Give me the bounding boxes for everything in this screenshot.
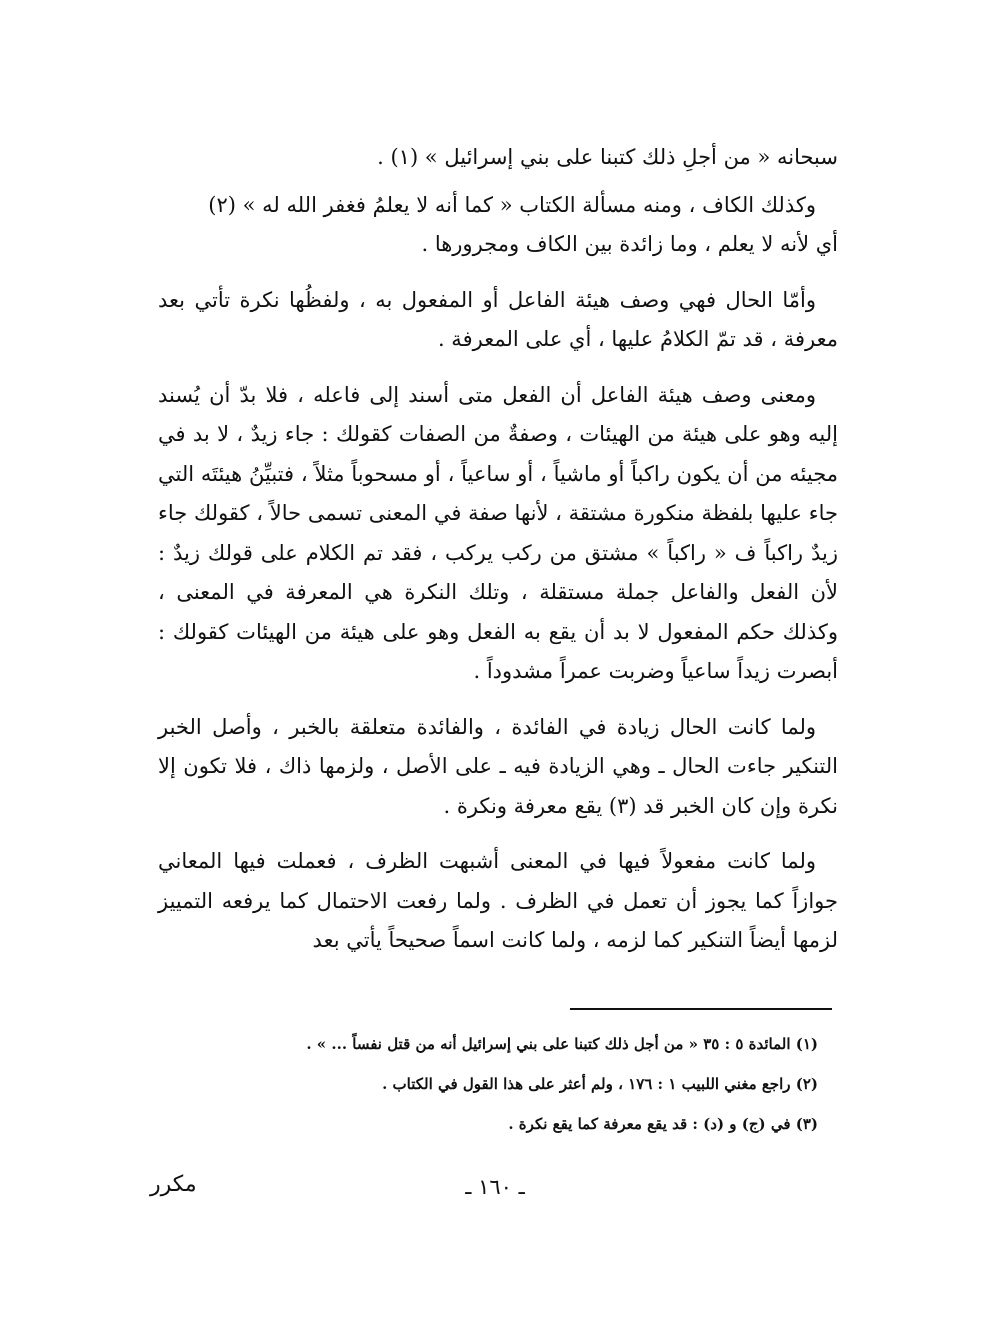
paragraph-4: ومعنى وصف هيئة الفاعل أن الفعل متى أسند إلى فاعله ، فلا بدّ أن يُسند إليه وهو على هيئة من الهيئات ، وصفةٌ من الصفات كقولك : جاء زيدٌ ، لا بد في مجيئه من أن يكون راكباً أو ماشياً ، أو ساعياً ، أو مسحوباً مثلاً ، فتبيِّنُ هيئتَه التي جاء عليها بلفظة منكورة مشتقة ، لأنها صفة في المعنى تسمى حالاً ، كقولك جاء زيدٌ راكباً ف « راكباً » مشتق من ركب يركب ، فقد تم الكلام على قولك زيدٌ : لأن الفعل والفاعل جملة مستقلة ، وتلك النكرة هي المعرفة في المعنى ، وكذلك حكم المفعول لا بد أن يقع به الفعل وهو على هيئة من الهيئات كقولك : أبصرت زيداً ساعياً وضربت عمراً مشدوداً . (158, 382, 838, 683)
paragraph-6: ولما كانت مفعولاً فيها في المعنى أشبهت الظرف ، فعملت فيها المعاني جوازاً كما يجوز أن تعمل في الظرف . ولما رفعت الاحتمال كما يرفعه التمييز لزمها أيضاً التنكير كما لزمه ، ولما كانت اسماً صحيحاً يأتي بعد (158, 849, 838, 952)
footnote-3: (٣) في (ج) و (د) : قد يقع معرفة كما يقع نكرة . (508, 1115, 818, 1133)
paragraph-2-line-1: وكذلك الكاف ، ومنه مسألة الكتاب « كما أنه لا يعلمُ فغفر الله له » (٢) (208, 192, 816, 217)
paragraph-1: سبحانه « من أجلِ ذلك كتبنا على بني إسرائيل » (١) . (377, 145, 838, 169)
paragraph-2-line-2: أي لأنه لا يعلم ، وما زائدة بين الكاف ومجرورها . (421, 232, 838, 256)
footnotes (190, 1024, 818, 1144)
page-number: ـ ١٦٠ ـ (465, 1175, 525, 1199)
main-text (158, 138, 838, 961)
footnote-1: (١) المائدة ٥ : ٣٥ « من أجل ذلك كتبنا على بني إسرائيل أنه من قتل نفساً ... » . (306, 1035, 818, 1053)
footnote-divider (570, 1008, 832, 1010)
paragraph-5: ولما كانت الحال زيادة في الفائدة ، والفائدة متعلقة بالخبر ، وأصل الخبر التنكير جاءت الحال ـ وهي الزيادة فيه ـ على الأصل ، ولزمها ذاك ، فلا تكون إلا نكرة وإن كان الخبر قد (٣) يقع معرفة ونكرة . (158, 714, 838, 818)
footnote-2: (٢) راجع مغني اللبيب ١ : ١٧٦ ، ولم أعثر على هذا القول في الكتاب . (382, 1075, 818, 1093)
margin-note: مكرر (150, 1172, 197, 1197)
paragraph-3: وأمّا الحال فهي وصف هيئة الفاعل أو المفعول به ، ولفظُها نكرة تأتي بعد معرفة ، قد تمّ الكلامُ عليها ، أي على المعرفة . (158, 287, 838, 351)
